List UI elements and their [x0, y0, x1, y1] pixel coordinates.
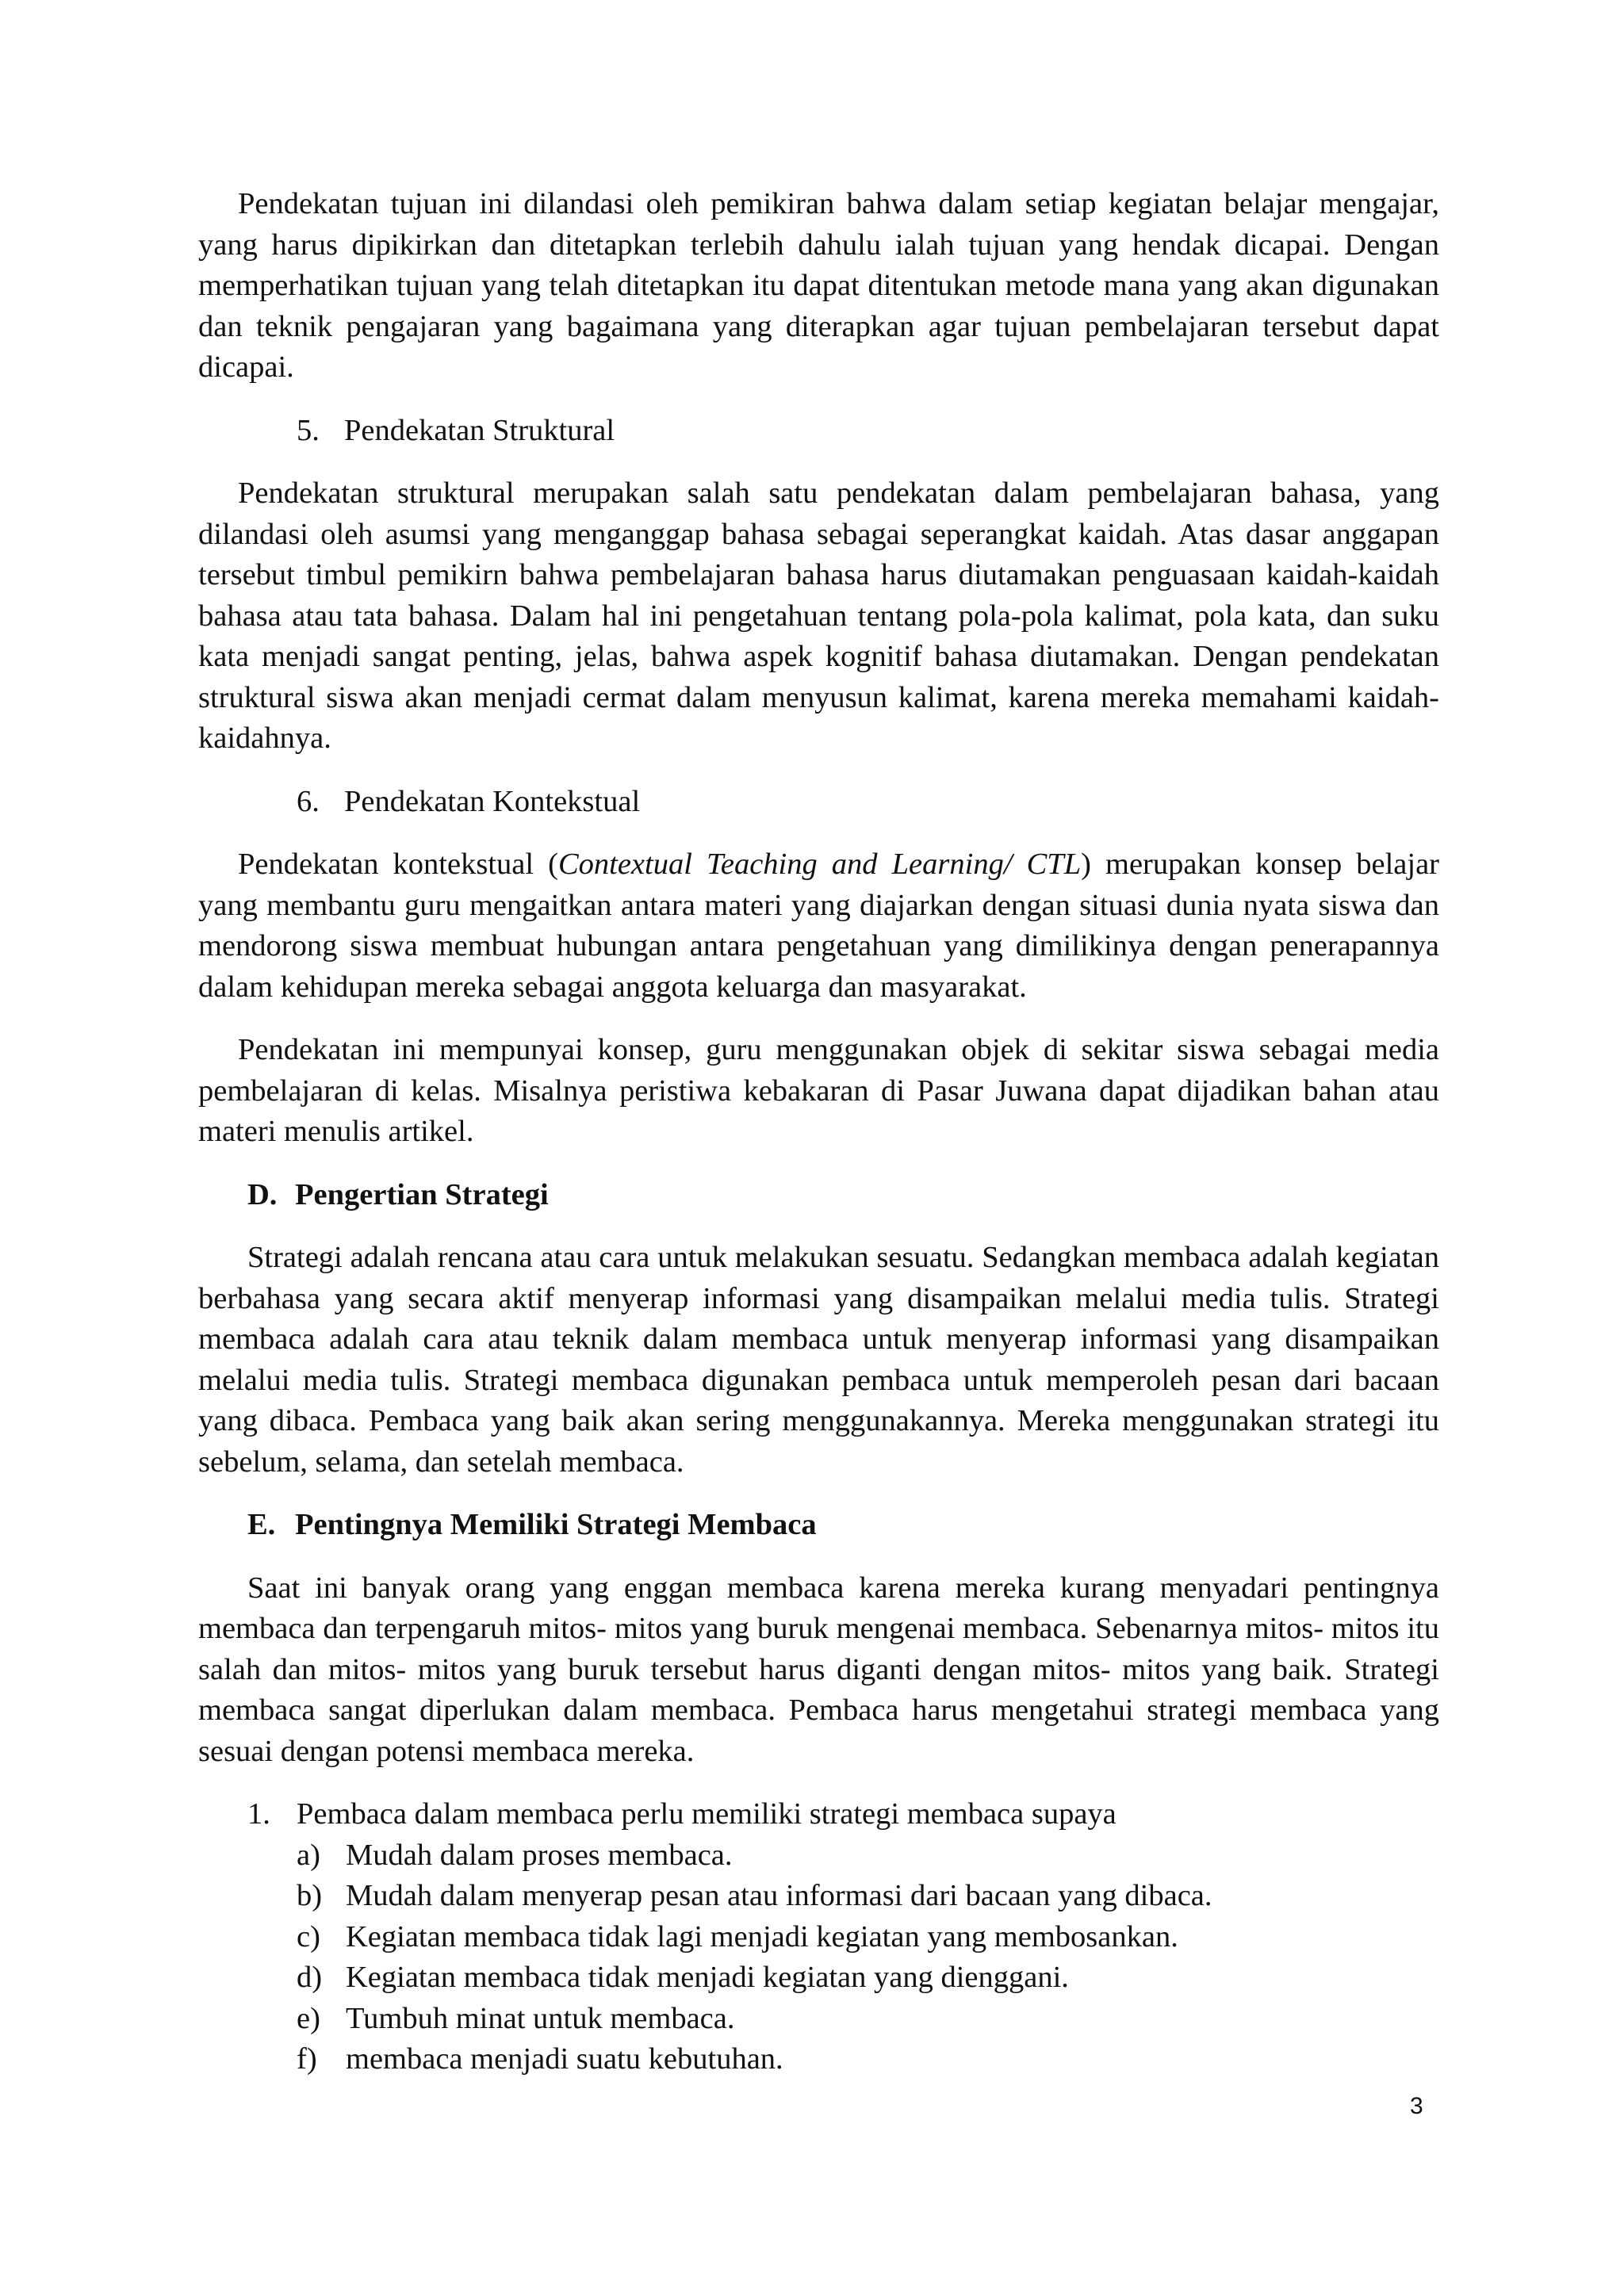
subheading-number: 6.: [297, 784, 320, 818]
sublist-text: Mudah dalam proses membaca.: [346, 1838, 733, 1872]
sublist-text: Mudah dalam menyerap pesan atau informasi dari bacaan yang dibaca.: [346, 1879, 1212, 1912]
subheading-number: 5.: [297, 413, 320, 447]
subheading-pendekatan-struktural: [198, 411, 1439, 452]
subheading-title: Pendekatan Struktural: [344, 413, 615, 447]
subheading-pendekatan-kontekstual: [198, 782, 1439, 823]
sublist-text: Kegiatan membaca tidak menjadi kegiatan yang dienggani.: [346, 1961, 1069, 1994]
paragraph-pendekatan-kontekstual: [198, 844, 1439, 1008]
heading-letter: D.: [247, 1177, 278, 1211]
sublist-item: [297, 1876, 1439, 1917]
list-item-text: Pembaca dalam membaca perlu memiliki strategi membaca supaya: [297, 1797, 1116, 1831]
heading-title: Pentingnya Memiliki Strategi Membaca: [295, 1508, 817, 1541]
sublist-letter: c): [297, 1919, 320, 1954]
sublist-letter: f): [297, 2042, 317, 2076]
sublist-item: [297, 1957, 1439, 1999]
heading-letter: E.: [247, 1508, 276, 1541]
heading-pengertian-strategi: [198, 1175, 1439, 1216]
sublist-letter: e): [297, 2001, 320, 2035]
list-item: [247, 1794, 1439, 2080]
sublist-text: Kegiatan membaca tidak lagi menjadi kegiatan yang membosankan.: [346, 1919, 1178, 1954]
paragraph-pentingnya-strategi: Saat ini banyak orang yang enggan membaca karena mereka kurang menyadari pentingnya membaca dan terpengaruh mitos- mitos yang buruk mengenai membaca. Sebenarnya mitos- mitos itu salah dan mitos- mitos yang buruk tersebut harus diganti dengan mitos- mitos yang baik. Strategi membaca sangat diperlukan dalam membaca. Pembaca harus mengetahui strategi membaca yang sesuai dengan potensi membaca mereka.: [198, 1571, 1439, 1768]
paragraph-pengertian-strategi: Strategi adalah rencana atau cara untuk melakukan sesuatu. Sedangkan membaca adalah kegiatan berbahasa yang secara aktif menyerap informasi yang disampaikan melalui media tulis. Strategi membaca adalah cara atau teknik dalam membaca untuk menyerap informasi yang disampaikan melalui media tulis. Strategi membaca digunakan pembaca untuk memperoleh pesan dari bacaan yang dibaca. Pembaca yang baik akan sering menggunakannya. Mereka menggunakan strategi itu sebelum, selama, dan setelah membaca.: [198, 1241, 1439, 1479]
sublist-item: [297, 1917, 1439, 1958]
paragraph-text: ) merupakan konsep belajar yang membantu guru mengaitkan antara materi yang diajarkan dengan situasi dunia nyata siswa dan mendorong siswa membuat hubungan antara pengetahuan yang dimilikinya dengan penerapannya dalam kehidupan mereka sebagai anggota keluarga dan masyarakat.: [198, 848, 1440, 1004]
paragraph-text: Pendekatan kontekstual (: [238, 848, 558, 881]
sublist-item: [297, 2039, 1439, 2080]
document-page: [198, 184, 1439, 2080]
list-item-number: 1.: [247, 1797, 270, 1831]
numbered-list: [198, 1794, 1439, 2080]
paragraph-pendekatan-struktural: Pendekatan struktural merupakan salah satu pendekatan dalam pembelajaran bahasa, yang dilandasi oleh asumsi yang menganggap bahasa sebagai seperangkat kaidah. Atas dasar anggapan tersebut timbul pemikirn bahwa pembelajaran bahasa harus diutamakan penguasaan kaidah-kaidah bahasa atau tata bahasa. Dalam hal ini pengetahuan tentang pola-pola kalimat, pola kata, dan suku kata menjadi sangat penting, jelas, bahwa aspek kognitif bahasa diutamakan. Dengan pendekatan struktural siswa akan menjadi cermat dalam menyusun kalimat, karena mereka memahami kaidah-kaidahnya.: [198, 476, 1439, 755]
lettered-sublist: [247, 1835, 1439, 2080]
page-number: 3: [1410, 2093, 1423, 2119]
sublist-letter: a): [297, 1838, 320, 1872]
heading-title: Pengertian Strategi: [295, 1177, 549, 1211]
list-item-row: [247, 1794, 1439, 1835]
paragraph-pendekatan-tujuan: Pendekatan tujuan ini dilandasi oleh pemikiran bahwa dalam setiap kegiatan belajar mengajar, yang harus dipikirkan dan ditetapkan terlebih dahulu ialah tujuan yang hendak dicapai. Dengan memperhatikan tujuan yang telah ditetapkan itu dapat ditentukan metode mana yang akan digunakan dan teknik pengajaran yang bagaimana yang diterapkan agar tujuan pembelajaran tersebut dapat dicapai.: [198, 187, 1439, 384]
sublist-letter: d): [297, 1961, 323, 1994]
sublist-text: membaca menjadi suatu kebutuhan.: [346, 2042, 783, 2076]
sublist-item: [297, 1999, 1439, 2040]
heading-pentingnya-strategi: [198, 1505, 1439, 1546]
subheading-title: Pendekatan Kontekstual: [344, 784, 641, 818]
sublist-item: [297, 1835, 1439, 1877]
paragraph-konsep-objek: Pendekatan ini mempunyai konsep, guru menggunakan objek di sekitar siswa sebagai media pembelajaran di kelas. Misalnya peristiwa kebakaran di Pasar Juwana dapat dijadikan bahan atau materi menulis artikel.: [198, 1033, 1439, 1148]
italic-term-ctl: Contextual Teaching and Learning/ CTL: [557, 848, 1082, 881]
sublist-text: Tumbuh minat untuk membaca.: [346, 2001, 735, 2035]
sublist-letter: b): [297, 1879, 323, 1912]
